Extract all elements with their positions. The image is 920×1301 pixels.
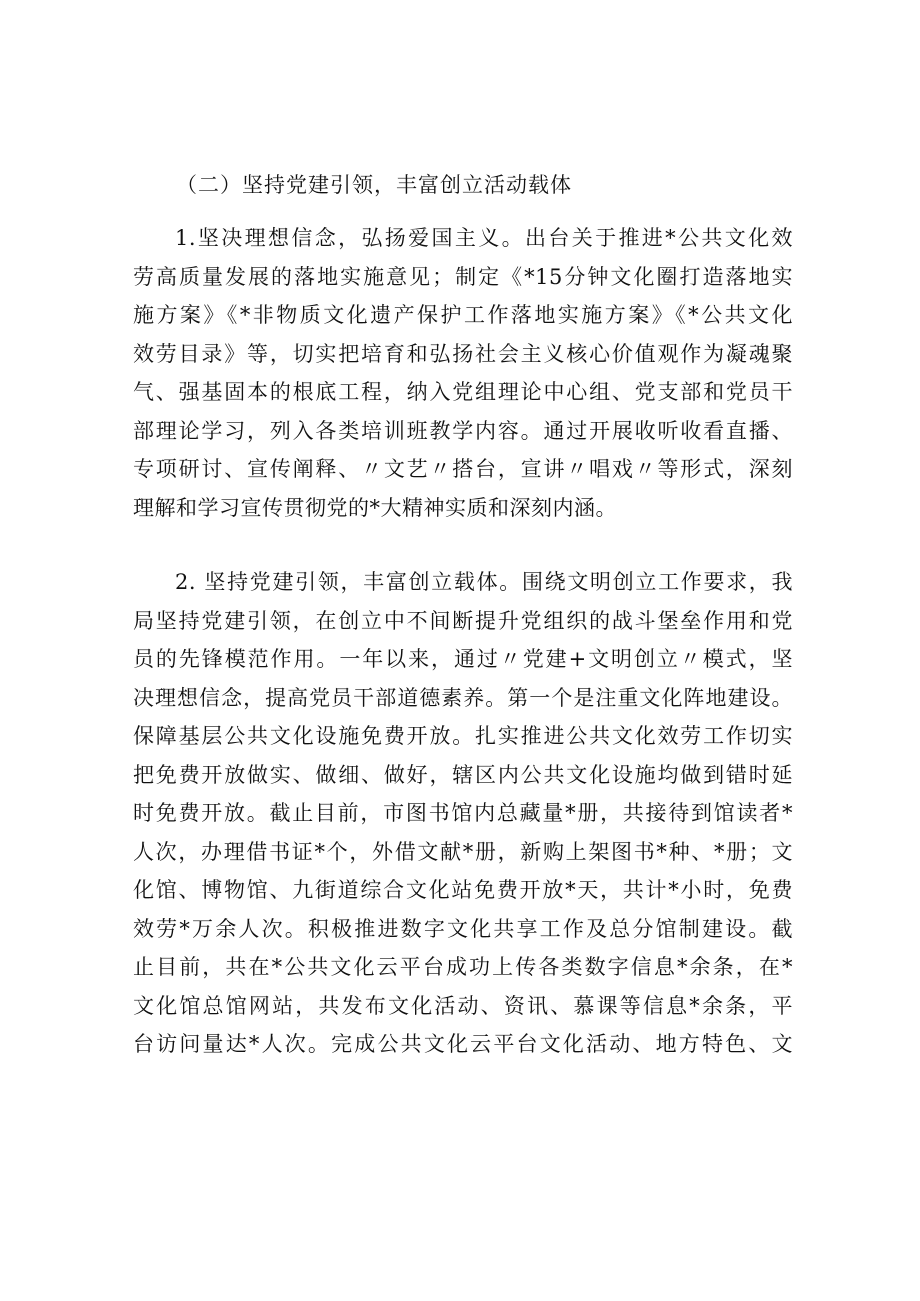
text-line: 时免费开放。截止目前，市图书馆内总藏量*册，共接待到馆读者* xyxy=(133,801,793,825)
text-line: 效劳*万余人次。积极推进数字文化共享工作及总分馆制建设。截 xyxy=(133,916,793,941)
text-line: 保障基层公共文化设施免费开放。扎实推进公共文化效劳工作切实 xyxy=(133,724,793,748)
text-line: 劳高质量发展的落地实施意见；制定《*15分钟文化圈打造落地实 xyxy=(133,264,793,289)
text-line: 止目前，共在*公共文化云平台成功上传各类数字信息*余条，在* xyxy=(133,955,793,979)
section-heading: （二）坚持党建引领，丰富创立活动载体 xyxy=(176,173,572,197)
text-line: 文化馆总馆网站，共发布文化活动、资讯、慕课等信息*余条，平 xyxy=(133,993,793,1018)
text-line: 施方案》《*非物质文化遗产保护工作落地实施方案》《*公共文化 xyxy=(133,303,793,327)
text-line: 局坚持党建引领，在创立中不间断提升党组织的战斗堡垒作用和党 xyxy=(133,608,793,633)
text-line: 员的先锋模范作用。一年以来，通过〃党建+文明创立〃模式，坚 xyxy=(133,647,793,671)
text-line: 2. 坚持党建引领，丰富创立载体。围绕文明创立工作要求，我 xyxy=(175,570,793,594)
text-line: 气、强基固本的根底工程，纳入党组理论中心组、党支部和党员干 xyxy=(133,380,793,404)
paragraph-ideals-patriotism xyxy=(133,219,793,527)
text-line: 理解和学习宣传贯彻党的*大精神实质和深刻内涵。 xyxy=(133,495,617,520)
text-line: 决理想信念，提高党员干部道德素养。第一个是注重文化阵地建设。 xyxy=(133,685,793,710)
text-line: 把免费开放做实、做细、做好，辖区内公共文化设施均做到错时延 xyxy=(133,762,793,787)
text-line: 部理论学习，列入各类培训班教学内容。通过开展收听收看直播、 xyxy=(133,418,793,443)
text-line: 效劳目录》等，切实把培育和弘扬社会主义核心价值观作为凝魂聚 xyxy=(133,341,793,366)
text-line: 专项研讨、宣传阐释、〃文艺〃搭台，宣讲〃唱戏〃等形式，深刻 xyxy=(133,457,793,481)
paragraph-party-building xyxy=(133,563,793,1064)
text-line: 人次，办理借书证*个，外借文献*册，新购上架图书*种、*册；文 xyxy=(133,839,793,864)
text-line: 1.坚决理想信念，弘扬爱国主义。出台关于推进*公共文化效 xyxy=(175,226,793,250)
text-line: 台访问量达*人次。完成公共文化云平台文化活动、地方特色、文 xyxy=(133,1032,793,1056)
text-line: 化馆、博物馆、九街道综合文化站免费开放*天，共计*小时，免费 xyxy=(133,878,793,902)
